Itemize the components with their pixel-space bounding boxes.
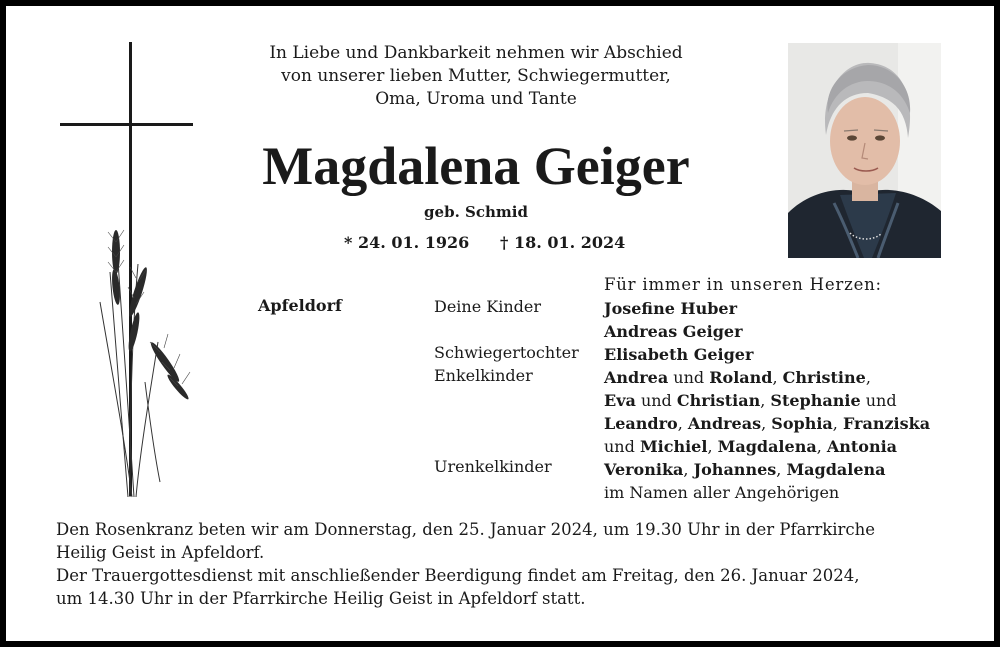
portrait-photo: [788, 43, 941, 258]
role-great-grandchildren: Urenkelkinder: [434, 457, 552, 476]
tagline: Für immer in unseren Herzen:: [604, 275, 882, 294]
child-name: Josefine Huber: [604, 299, 737, 318]
connector-text: und: [860, 391, 897, 410]
connector-text: ,: [760, 391, 771, 410]
deceased-name: Magdalena Geiger: [262, 136, 690, 196]
connector-text: ,: [865, 368, 871, 387]
person-name: Johannes: [693, 460, 777, 479]
connector-text: und: [635, 391, 677, 410]
great-grandchildren-line: [604, 458, 954, 481]
birth-date: * 24. 01. 1926: [344, 233, 470, 252]
great-grandchildren-list: [604, 458, 954, 481]
person-name: Eva: [604, 391, 636, 410]
connector-text: ,: [832, 414, 843, 433]
role-grandchildren: Enkelkinder: [434, 366, 533, 385]
person-name: Sophia: [771, 414, 833, 433]
place-name: Apfeldorf: [258, 296, 342, 315]
closing-line: im Namen aller Angehörigen: [604, 483, 840, 502]
cross-with-wheat-icon: [50, 42, 200, 502]
death-date: † 18. 01. 2024: [500, 233, 626, 252]
footer-line: Der Trauergottesdienst mit anschließender Beerdigung findet am Freitag, den 26. Januar 2024,: [56, 566, 860, 585]
intro-text: [216, 42, 736, 111]
connector-text: ,: [772, 368, 783, 387]
connector-text: ,: [816, 437, 827, 456]
person-name: Roland: [709, 368, 773, 387]
grandchildren-list: [604, 366, 954, 458]
intro-line: Oma, Uroma und Tante: [375, 89, 577, 109]
footer-line: um 14.30 Uhr in der Pfarrkirche Heilig Geist in Apfeldorf statt.: [56, 589, 586, 608]
grandchildren-line: [604, 435, 954, 458]
person-name: Antonia: [826, 437, 898, 456]
person-name: Magdalena: [786, 460, 886, 479]
family-names: [604, 297, 954, 504]
service-info: [56, 518, 956, 610]
connector-text: ,: [683, 460, 694, 479]
connector-text: und: [668, 368, 710, 387]
person-name: Andreas: [687, 414, 762, 433]
child-name: Andreas Geiger: [604, 322, 743, 341]
role-children: Deine Kinder: [434, 297, 542, 316]
connector-text: ,: [776, 460, 787, 479]
footer-line: Heilig Geist in Apfeldorf.: [56, 543, 265, 562]
connector-text: und: [604, 437, 640, 456]
connector-text: ,: [707, 437, 718, 456]
grandchildren-line: [604, 389, 954, 412]
daughter-in-law-name: Elisabeth Geiger: [604, 345, 754, 364]
grandchildren-line: [604, 412, 954, 435]
person-name: Michiel: [639, 437, 708, 456]
grandchildren-line: [604, 366, 954, 389]
person-name: Stephanie: [770, 391, 861, 410]
footer-line: Den Rosenkranz beten wir am Donnerstag, den 25. Januar 2024, um 19.30 Uhr in der Pfarrkirche: [56, 520, 876, 539]
connector-text: ,: [677, 414, 688, 433]
intro-line: von unserer lieben Mutter, Schwiegermutter,: [281, 66, 671, 86]
person-name: Franziska: [842, 414, 931, 433]
person-name: Christine: [782, 368, 866, 387]
intro-line: In Liebe und Dankbarkeit nehmen wir Abschied: [269, 43, 683, 63]
person-name: Christian: [676, 391, 761, 410]
obituary-notice: [6, 6, 994, 641]
role-daughter-in-law: Schwiegertochter: [434, 343, 579, 362]
person-name: Leandro: [604, 414, 678, 433]
person-name: Veronika: [604, 460, 684, 479]
person-name: Magdalena: [717, 437, 817, 456]
connector-text: ,: [761, 414, 772, 433]
maiden-name: geb. Schmid: [424, 203, 528, 221]
person-name: Andrea: [604, 368, 669, 387]
